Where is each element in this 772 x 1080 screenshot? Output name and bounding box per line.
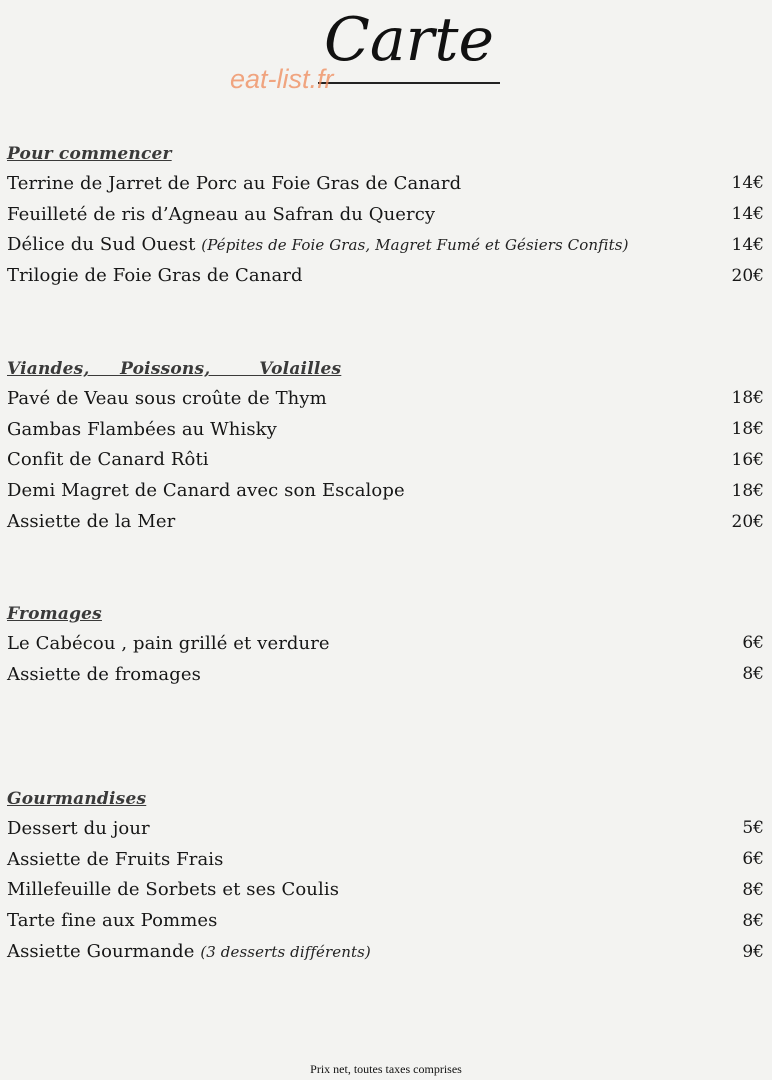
section-title: Viandes, Poissons, Volailles (7, 359, 342, 379)
menu-item (7, 199, 764, 230)
item-price: 14€ (731, 234, 764, 255)
item-name: Assiette de Fruits Frais (7, 848, 224, 870)
item-name: Terrine de Jarret de Porc au Foie Gras de Canard (7, 172, 462, 194)
footer-note: Prix net, toutes taxes comprises (310, 1062, 462, 1076)
menu-item (7, 905, 764, 936)
item-price: 18€ (731, 419, 764, 440)
section-title: Fromages (7, 604, 102, 624)
item-price: 9€ (742, 941, 764, 962)
item-name: Feuilleté de ris d’Agneau au Safran du Quercy (7, 203, 436, 225)
menu-item (7, 659, 764, 690)
watermark: eat-list.fr (230, 64, 334, 94)
item-name: Millefeuille de Sorbets et ses Coulis (7, 879, 340, 901)
item-price: 20€ (731, 511, 764, 532)
item-price: 8€ (742, 910, 764, 931)
item-price: 16€ (731, 449, 764, 470)
menu-item (7, 813, 764, 844)
item-price: 6€ (742, 633, 764, 654)
item-name: Dessert du jour (7, 817, 150, 839)
item-name: Le Cabécou , pain grillé et verdure (7, 632, 330, 654)
item-name: Pavé de Veau sous croûte de Thym (7, 387, 327, 409)
item-name: Gambas Flambées au Whisky (7, 418, 277, 440)
menu-item (7, 414, 764, 445)
item-name: Délice du Sud Ouest (7, 234, 196, 256)
item-name: Confit de Canard Rôti (7, 449, 209, 471)
item-price: 5€ (742, 818, 764, 839)
menu-item (7, 445, 764, 476)
item-price: 14€ (731, 204, 764, 225)
menu-item (7, 506, 764, 537)
item-price: 20€ (731, 265, 764, 286)
item-price: 18€ (731, 388, 764, 409)
item-name: Tarte fine aux Pommes (7, 910, 218, 932)
item-note: (Pépites de Foie Gras, Magret Fumé et Gésiers Confits) (201, 236, 629, 255)
item-name: Assiette Gourmande (7, 941, 195, 963)
menu-item (7, 628, 764, 659)
menu-item (7, 168, 764, 199)
section-starters (7, 140, 764, 291)
menu-item (7, 230, 764, 261)
item-name: Trilogie de Foie Gras de Canard (7, 265, 303, 287)
menu-item (7, 844, 764, 875)
section-desserts (7, 785, 764, 967)
section-title: Gourmandises (7, 789, 147, 809)
item-name: Assiette de la Mer (7, 511, 176, 533)
menu-item (7, 260, 764, 291)
section-cheeses (7, 600, 764, 690)
menu-item (7, 475, 764, 506)
menu-item (7, 875, 764, 906)
item-name: Demi Magret de Canard avec son Escalope (7, 480, 405, 502)
item-price: 18€ (731, 480, 764, 501)
menu-title: Carte (318, 0, 500, 84)
section-title: Pour commencer (7, 144, 172, 164)
item-name: Assiette de fromages (7, 663, 201, 685)
menu-item (7, 936, 764, 967)
item-price: 6€ (742, 849, 764, 870)
item-price: 8€ (742, 879, 764, 900)
item-price: 14€ (731, 173, 764, 194)
item-price: 8€ (742, 664, 764, 685)
item-note: (3 desserts différents) (200, 943, 371, 962)
section-mains (7, 355, 764, 537)
menu-item (7, 383, 764, 414)
